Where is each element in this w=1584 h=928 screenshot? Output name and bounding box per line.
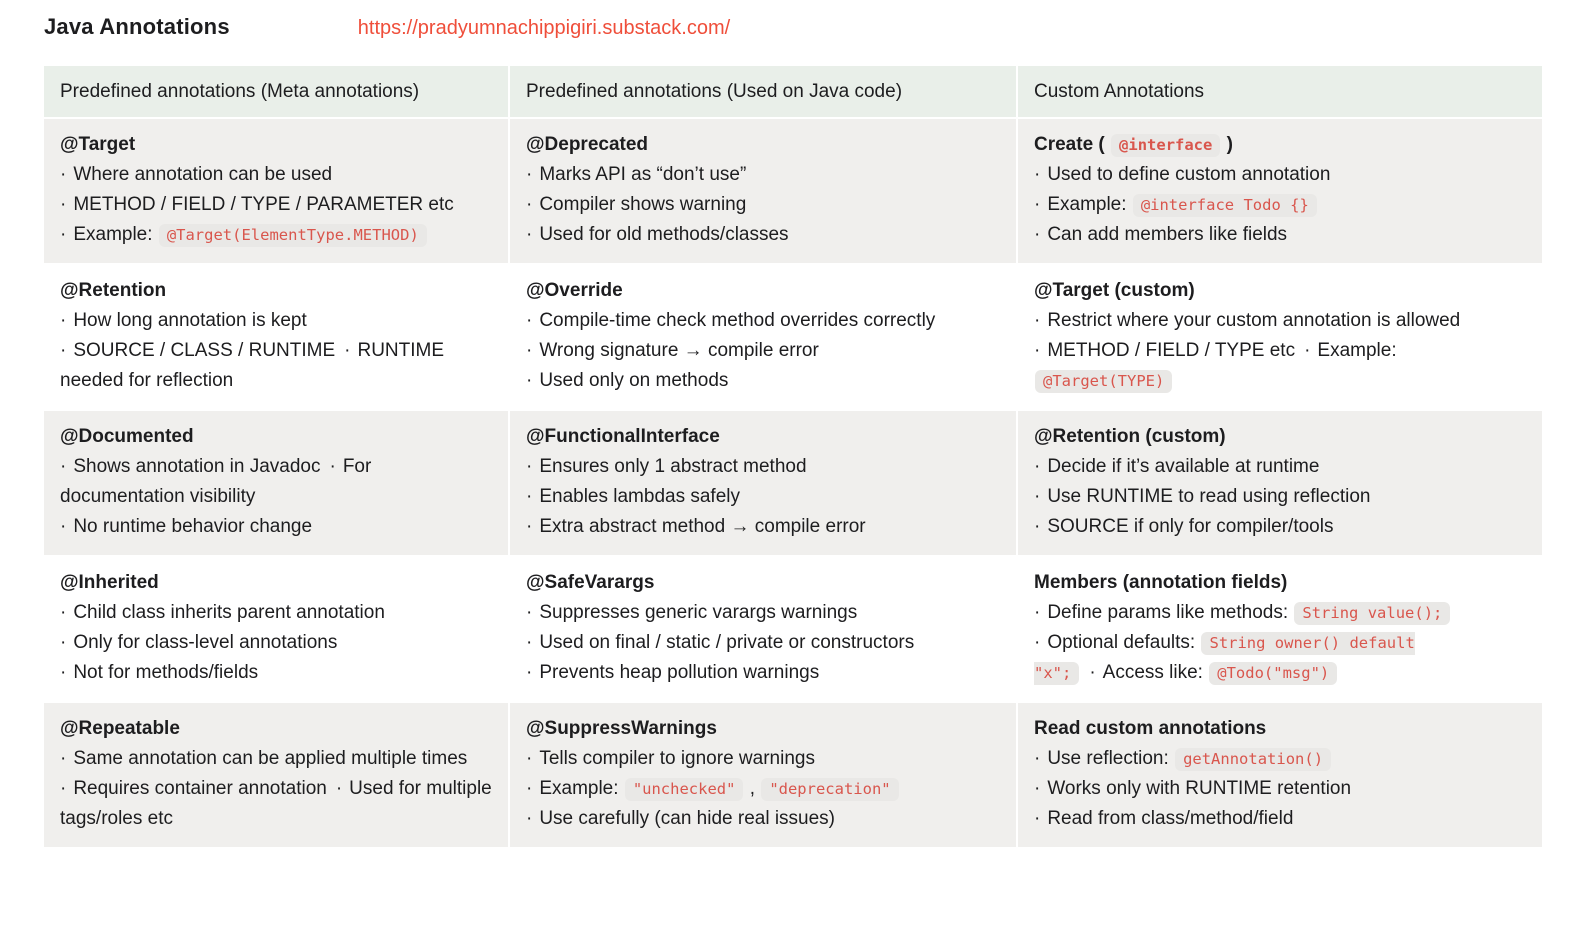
bullet-icon: · [60,516,67,537]
table-row [44,703,1540,847]
bullet-item: · Used for old methods/classes [526,224,789,245]
bullet-item: · Works only with RUNTIME retention [1034,778,1352,799]
cell-title-text: @SafeVarargs [526,572,655,593]
cell-title-text: @FunctionalInterface [526,426,720,447]
code-chip: String value(); [1294,602,1450,625]
bullet-icon: · [329,456,336,477]
cell-line [526,220,1000,250]
cell-line [1034,744,1526,774]
bullet-item: · Use reflection: [1034,748,1175,769]
table-cell [44,557,508,701]
bullet-icon: · [335,778,343,799]
column-header-custom-annotations: Custom Annotations [1018,66,1542,117]
cell-line [1034,774,1526,804]
code-chip: @interface [1111,134,1220,157]
bullet-icon: · [1089,662,1096,683]
bullet-item: · Used for multiple tags/roles etc [60,778,492,829]
bullet-icon: · [526,602,533,623]
cell-title [60,130,492,160]
cell-title-text: @Deprecated [526,134,649,155]
bullet-icon: · [526,194,533,215]
bullet-item: · Used only on methods [526,370,729,391]
cell-line [526,804,1000,834]
cell-line [526,482,1000,512]
cell-line [526,160,1000,190]
bullet-item: · Example: [526,778,624,799]
bullet-icon: · [60,340,67,361]
table-row [44,119,1540,263]
bullet-item: · SOURCE / CLASS / RUNTIME [60,340,336,361]
cell-line [60,452,492,512]
bullet-item: · How long annotation is kept [60,310,307,331]
cell-line [526,452,1000,482]
bullet-icon: · [60,164,67,185]
bullet-item: · METHOD / FIELD / TYPE / PARAMETER etc [60,194,454,215]
bullet-icon: · [526,748,533,769]
bullet-item: · METHOD / FIELD / TYPE etc [1034,340,1296,361]
table-cell [44,411,508,555]
table-row [44,265,1540,409]
cell-title [1034,422,1526,452]
cell-line [1034,306,1526,336]
cell-line [1034,598,1526,628]
bullet-item: · Ensures only 1 abstract method [526,456,807,477]
column-header-meta-annotations: Predefined annotations (Meta annotations) [44,66,508,117]
bullet-item: · Only for class-level annotations [60,632,338,653]
cell-line [60,190,492,220]
bullet-item: · Same annotation can be applied multiple times [60,748,468,769]
cell-line [526,598,1000,628]
bullet-icon: · [60,194,67,215]
table-row [44,557,1540,701]
bullet-icon: · [1034,340,1041,361]
cell-title-text: @Override [526,280,623,301]
table-cell [510,411,1016,555]
cell-title-text: @Retention (custom) [1034,426,1226,447]
cell-text: , [744,778,761,799]
table-cell [510,703,1016,847]
cell-title [60,714,492,744]
bullet-item: · Use carefully (can hide real issues) [526,808,836,829]
table-cell [44,265,508,409]
cell-line [1034,628,1526,688]
bullet-icon: · [526,340,533,361]
cell-title-text: @Retention [60,280,167,301]
bullet-icon: · [1034,632,1041,653]
cell-line [60,744,492,774]
cell-title [526,276,1000,306]
bullet-item: · Tells compiler to ignore warnings [526,748,815,769]
cell-line [526,336,1000,366]
cell-line [526,512,1000,542]
bullet-item: · Extra abstract method → compile error [526,516,866,537]
cell-line [60,658,492,688]
cell-title-text: @Target (custom) [1034,280,1195,301]
bullet-icon: · [1034,164,1041,185]
cell-line [1034,512,1526,542]
cell-line [526,190,1000,220]
bullet-icon: · [1034,748,1041,769]
cell-line [1034,190,1526,220]
cell-line [1034,452,1526,482]
bullet-icon: · [526,370,533,391]
bullet-icon: · [1034,310,1041,331]
cell-title [526,130,1000,160]
bullet-icon: · [1034,602,1041,623]
table-cell [44,703,508,847]
bullet-icon: · [526,778,533,799]
bullet-icon: · [344,340,351,361]
page-title: Java Annotations [44,14,230,39]
bullet-icon: · [1034,516,1041,537]
bullet-icon: · [526,164,533,185]
bullet-item: · Prevents heap pollution warnings [526,662,820,683]
bullet-icon: · [1034,224,1041,245]
bullet-item: · Used on final / static / private or constructors [526,632,915,653]
cell-line [60,628,492,658]
code-chip: @interface Todo {} [1133,194,1317,217]
code-chip: @Target(TYPE) [1035,370,1172,393]
cell-line [1034,804,1526,834]
bullet-item: · Compile-time check method overrides correctly [526,310,936,331]
bullet-item: · No runtime behavior change [60,516,313,537]
table-body [44,119,1540,847]
code-chip: getAnnotation() [1175,748,1331,771]
cell-title [1034,276,1526,306]
table-cell [1018,119,1542,263]
cell-title-text: @Documented [60,426,194,447]
table-cell [510,265,1016,409]
cell-title-text: @Target [60,134,136,155]
table-cell [510,119,1016,263]
bullet-item: · Child class inherits parent annotation [60,602,385,623]
cell-line [526,744,1000,774]
cell-title [1034,568,1526,598]
cell-line [526,306,1000,336]
bullet-icon: · [60,310,67,331]
bullet-item: · Requires container annotation [60,778,327,799]
cell-title [526,568,1000,598]
cell-line [60,512,492,542]
bullet-item: · Marks API as “don’t use” [526,164,747,185]
annotations-table [44,66,1540,847]
bullet-icon: · [526,456,533,477]
table-cell [1018,703,1542,847]
bullet-item: · Enables lambdas safely [526,486,740,507]
bullet-item: · Where annotation can be used [60,164,333,185]
bullet-icon: · [60,456,67,477]
bullet-item: · RUNTIME needed for reflection [60,340,445,391]
cell-title [1034,714,1526,744]
cell-line [526,366,1000,396]
bullet-icon: · [526,516,533,537]
table-header-row [44,66,1540,117]
table-cell [1018,265,1542,409]
table-cell [510,557,1016,701]
bullet-item: · SOURCE if only for compiler/tools [1034,516,1334,537]
bullet-icon: · [1034,194,1041,215]
bullet-icon: · [526,662,533,683]
cell-title-text: Create ( [1034,134,1111,155]
bullet-icon: · [526,808,533,829]
bullet-icon: · [526,310,533,331]
bullet-item: · For documentation visibility [60,456,372,507]
cell-line [526,628,1000,658]
cell-title-text: @SuppressWarnings [526,718,717,739]
bullet-icon: · [1034,808,1041,829]
cell-line [60,336,492,396]
cell-line [526,658,1000,688]
code-chip: @Todo("msg") [1209,662,1337,685]
table-row [44,411,1540,555]
cell-title-text: @Inherited [60,572,159,593]
column-header-java-code-annotations: Predefined annotations (Used on Java code) [510,66,1016,117]
table-cell [1018,411,1542,555]
cell-line [60,598,492,628]
bullet-icon: · [526,632,533,653]
bullet-item: · Example: [1304,340,1397,361]
cell-title [60,422,492,452]
bullet-item: · Used to define custom annotation [1034,164,1331,185]
code-chip: "unchecked" [625,778,744,801]
bullet-item: · Access like: [1089,662,1209,683]
cell-title [60,568,492,598]
cell-title [526,422,1000,452]
bullet-item: · Restrict where your custom annotation is allowed [1034,310,1461,331]
bullet-item: · Define params like methods: [1034,602,1294,623]
cell-line [1034,220,1526,250]
bullet-item: · Use RUNTIME to read using reflection [1034,486,1371,507]
bullet-icon: · [60,632,67,653]
bullet-item: · Optional defaults: [1034,632,1201,653]
cell-title [60,276,492,306]
bullet-item: · Example: [60,224,158,245]
cell-line [60,220,492,250]
bullet-icon: · [60,224,67,245]
cell-title-text: ) [1221,134,1233,155]
cell-title-text: Members (annotation fields) [1034,572,1288,593]
cell-line [1034,336,1526,396]
cell-line [1034,482,1526,512]
bullet-icon: · [60,778,67,799]
bullet-icon: · [526,486,533,507]
cell-line [60,774,492,834]
bullet-icon: · [60,662,67,683]
bullet-item: · Example: [1034,194,1132,215]
bullet-item: · Wrong signature → compile error [526,340,819,361]
code-chip: @Target(ElementType.METHOD) [159,224,427,247]
bullet-item: · Decide if it’s available at runtime [1034,456,1320,477]
cell-line [1034,160,1526,190]
bullet-icon: · [1034,778,1041,799]
table-cell [44,119,508,263]
bullet-icon: · [1034,486,1041,507]
cell-title [1034,130,1526,160]
cell-title-text: @Repeatable [60,718,180,739]
cell-title [526,714,1000,744]
bullet-item: · Not for methods/fields [60,662,259,683]
bullet-icon: · [1034,456,1041,477]
code-chip: "deprecation" [761,778,898,801]
bullet-item: · Read from class/method/field [1034,808,1294,829]
bullet-icon: · [526,224,533,245]
bullet-icon: · [60,602,67,623]
bullet-item: · Compiler shows warning [526,194,747,215]
bullet-item: · Can add members like fields [1034,224,1288,245]
header-bar [44,14,1540,60]
bullet-item: · Suppresses generic varargs warnings [526,602,858,623]
cell-line [60,306,492,336]
cell-title-text: Read custom annotations [1034,718,1267,739]
substack-url-link[interactable]: https://pradyumnachippigiri.substack.com/ [357,17,731,39]
code-chip: String owner() default "x"; [1034,632,1415,685]
bullet-icon: · [1304,340,1311,361]
cell-line [60,160,492,190]
table-cell [1018,557,1542,701]
bullet-item: · Shows annotation in Javadoc [60,456,321,477]
bullet-icon: · [60,748,67,769]
cell-line [526,774,1000,804]
